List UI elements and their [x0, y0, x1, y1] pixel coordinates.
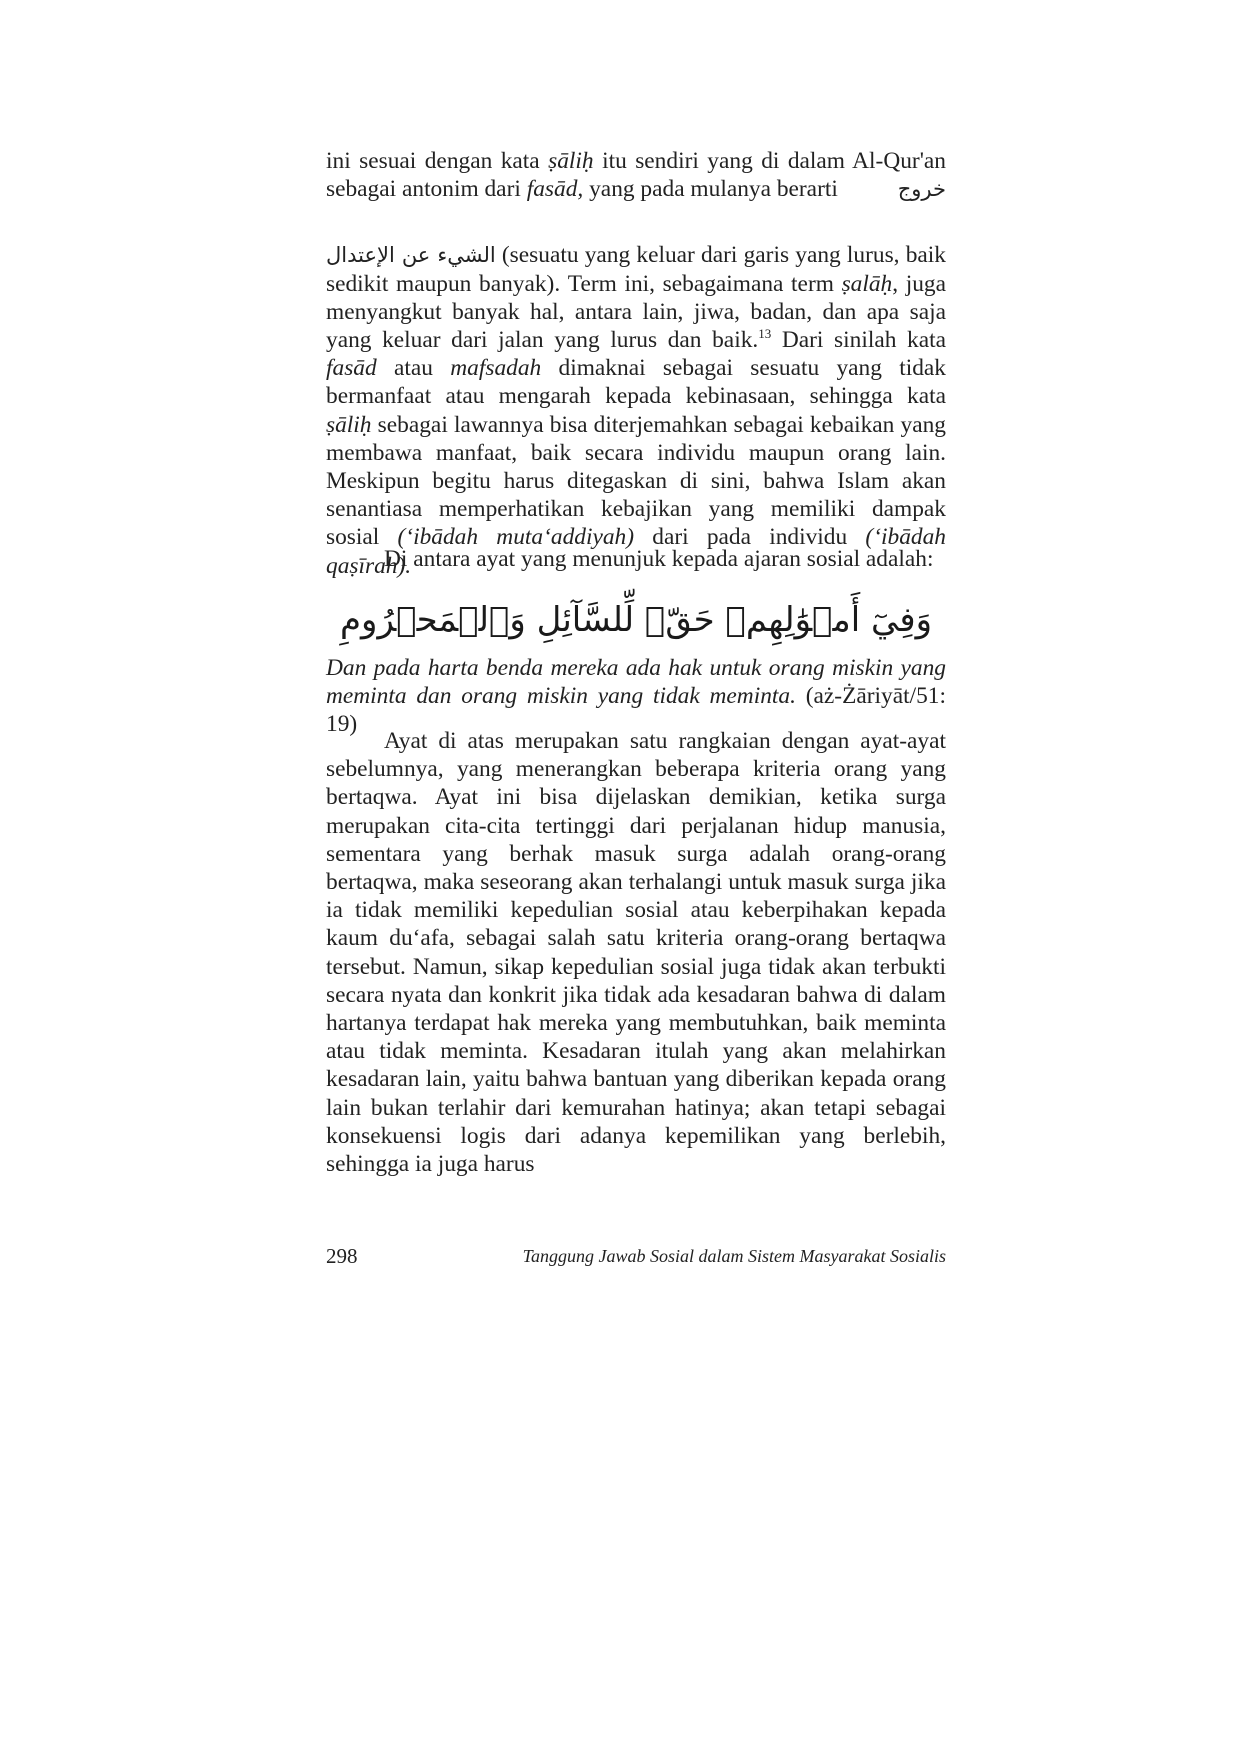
term-fasad-2: fasād: [326, 355, 377, 382]
term-mafsadah: mafsadah: [450, 355, 542, 382]
page-number: 298: [326, 1244, 358, 1268]
paragraph-intro-verse: Di antara ayat yang menunjuk kepada ajaran sosial adalah:: [384, 546, 934, 572]
term-salah: ṣalāḥ: [841, 270, 893, 297]
paragraph-salih-fasad: ini sesuai dengan kata ṣāliḥ itu sendiri yang di dalam Al-Qur'an sebagai antonim dari fasād, yang pada mulanya berarti خروج الشيء عن الإعتدال (sesuatu yang keluar dari garis yang lurus, baik sedikit maupun banyak). Term ini, sebagaimana term ṣalāḥ, juga menyangkut banyak hal, antara lain, jiwa, badan, dan apa saja yang keluar dari jalan yang lurus dan baik.$^{13}$ Dari sinilah kata fasād atau mafsadah dimaknai sebagai sesuatu yang tidak bermanfaat atau mengarah kepada kebinasaan, sehingga kata ṣāliḥ sebagai lawannya bisa diterjemahkan sebagai kebaikan yang membawa manfaat, baik secara individu maupun orang lain. Meskipun begitu harus ditegaskan di sini, bahwa Islam akan senantiasa memperhatikan kebajikan yang memiliki dampak sosial (‘ibādah muta‘addiyah) dari pada individu (‘ibādah qaṣīrah).: [326, 148, 947, 579]
quran-verse-arabic: وَفِيٓ أَمۡوَٰلِهِمۡ حَقّٞ لِّلسَّآئِلِ وَٱلۡمَحۡرُومِ: [339, 600, 933, 640]
paragraph-explanation: Ayat di atas merupakan satu rangkaian dengan ayat-ayat sebelumnya, yang menerangkan beberapa kriteria orang yang bertaqwa. Ayat ini bisa dijelaskan demikian, ketika surga merupakan cita-cita tertinggi dari perjalanan hidup manusia, sementara yang berhak masuk surga adalah orang-orang bertaqwa, maka seseorang akan terhalangi untuk masuk surga jika ia tidak memiliki kepedulian sosial atau keberpihakan kepada kaum du‘afa, sebagai salah satu kriteria orang-orang bertaqwa tersebut. Namun, sikap kepedulian sosial juga tidak akan terbukti secara nyata dan konkrit jika tidak ada kesadaran bahwa di dalam hartanya terdapat hak mereka yang membutuhkan, baik meminta atau tidak meminta. Kesadaran itulah yang akan melahirkan kesadaran lain, yaitu bahwa bantuan yang diberikan kepada orang lain bukan terlahir dari kemurahan hatinya; akan tetapi sebagai konsekuensi logis dari adanya kepemilikan yang berlebih, sehingga ia juga harus: [326, 728, 946, 1178]
term-ibadah-qasirah: (‘ibādah qaṣīrah).: [326, 524, 946, 579]
translation-text: Dan pada harta benda mereka ada hak untuk orang miskin yang meminta dan orang miskin yang tidak meminta.: [326, 655, 946, 710]
term-salih-2: ṣāliḥ: [326, 411, 372, 438]
verse-reference: (aż-Żāriyāt/51: 19): [326, 683, 946, 738]
running-title: Tanggung Jawab Sosial dalam Sistem Masyarakat Sosialis: [522, 1246, 946, 1266]
term-salih: ṣāliḥ: [548, 148, 594, 174]
term-ibadah-mutaaddiyah: (‘ibādah muta‘addiyah): [397, 524, 635, 551]
term-fasad: fasād,: [526, 176, 584, 203]
footnote-marker[interactable]: 13: [758, 326, 772, 342]
arabic-definition: الشيء عن الإعتدال: [326, 243, 496, 268]
verse-translation: [326, 654, 946, 739]
arabic-khuruj: خروج: [897, 177, 946, 202]
